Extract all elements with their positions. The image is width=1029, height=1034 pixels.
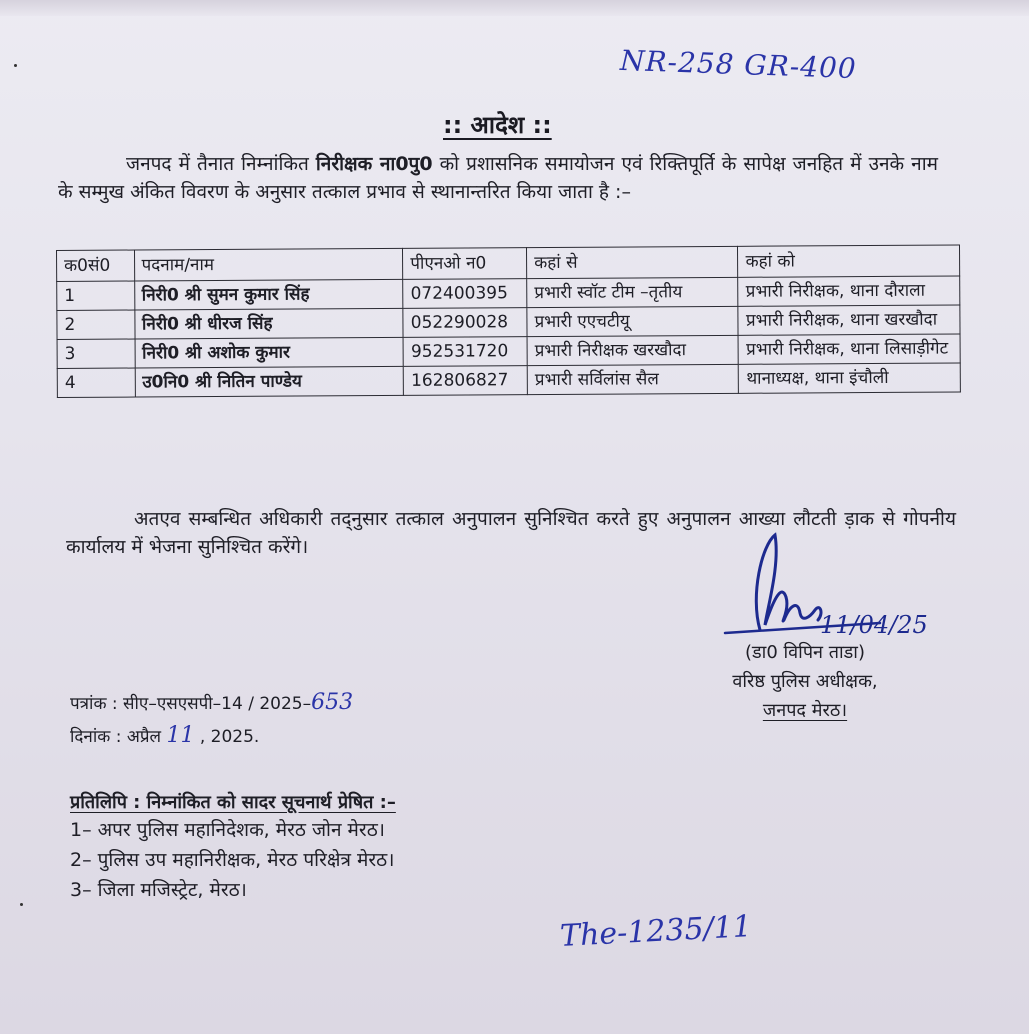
signatory-name: (डा0 विपिन ताडा) <box>745 642 865 663</box>
list-item: 3– जिला मजिस्ट्रेट, मेरठ। <box>70 879 247 901</box>
cell-pno: 162806827 <box>403 366 527 396</box>
header-name: पदनाम/नाम <box>134 248 403 281</box>
speck <box>14 64 17 67</box>
intro-paragraph <box>58 150 938 206</box>
intro-part-1: जनपद में तैनात निम्नांकित <box>126 153 316 175</box>
cell-to: प्रभारी निरीक्षक, थाना दौराला <box>738 276 960 306</box>
cell-from: प्रभारी सर्विलांस सैल <box>527 364 739 394</box>
signatory-district: जनपद मेरठ। <box>762 700 848 721</box>
cell-sno: 3 <box>57 339 135 368</box>
closing-text: अतएव सम्बन्धित अधिकारी तद्नुसार तत्काल अनुपालन सुनिश्चित करते हुए अनुपालन आख्या लौटती ड़ाक से गोपनीय कार्यालय में भेजना सुनिश्चित करेंगे। <box>66 508 956 558</box>
cell-name: उ0नि0 श्री नितिन पाण्डेय <box>135 366 404 397</box>
table-row <box>57 363 960 398</box>
letter-date-year: , 2025. <box>194 727 260 747</box>
handwritten-reference: NR-258 GR-400 <box>619 43 858 86</box>
signatory-designation: वरिष्ठ पुलिस अधीक्षक, <box>732 671 878 692</box>
letter-number-label: पत्रांक : सीए–एसएसपी–14 / 2025– <box>70 694 312 714</box>
cell-pno: 072400395 <box>403 279 527 309</box>
cell-pno: 052290028 <box>403 308 527 338</box>
header-to: कहां को <box>738 245 960 277</box>
header-pno: पीएनओ न0 <box>403 248 527 280</box>
list-item: 1– अपर पुलिस महानिदेशक, मेरठ जोन मेरठ। <box>70 819 385 841</box>
letter-date-handwritten: 11 <box>166 723 195 748</box>
cell-from: प्रभारी निरीक्षक खरखौदा <box>527 335 739 365</box>
signature-date: 11/04/25 <box>820 611 928 639</box>
header-from: कहां से <box>527 246 739 278</box>
letter-date <box>70 723 259 748</box>
page-top-edge <box>0 0 1029 16</box>
cell-pno: 952531720 <box>403 337 527 367</box>
signatory-block <box>695 638 915 725</box>
cell-sno: 2 <box>57 310 135 339</box>
intro-part-2: को प्रशासनिक समायोजन एवं रिक्तिपूर्ति के सापेक्ष जनहित में उनके नाम के सम्मुख अंकित विवरण के अनुसार तत्काल प्रभाव से स्थानान्तरित किया जाता है :– <box>58 153 938 203</box>
letter-date-label: दिनांक : अप्रैल <box>70 727 167 747</box>
letter-number <box>70 690 353 715</box>
cell-to: प्रभारी निरीक्षक, थाना लिसाड़ीगेट <box>739 334 961 364</box>
cell-from: प्रभारी एएचटीयू <box>527 306 739 336</box>
copy-to-heading: प्रतिलिपि : निम्नांकित को सादर सूचनार्थ प्रेषित :– <box>70 792 396 813</box>
cell-to: प्रभारी निरीक्षक, थाना खरखौदा <box>738 305 960 335</box>
transfer-table <box>56 244 961 398</box>
list-item: 2– पुलिस उप महानिरीक्षक, मेरठ परिक्षेत्र मेरठ। <box>70 849 395 871</box>
header-sno: क0सं0 <box>57 250 135 281</box>
order-title: :: आदेश :: <box>443 111 552 139</box>
cell-sno: 4 <box>57 368 135 397</box>
letter-number-handwritten: 653 <box>311 690 354 715</box>
intro-text <box>58 150 938 206</box>
speck <box>20 903 23 906</box>
handwritten-receipt: The-1235/11 <box>559 909 753 954</box>
copy-to-list <box>70 815 394 905</box>
cell-name: निरी0 श्री धीरज सिंह <box>134 308 403 339</box>
cell-sno: 1 <box>57 281 135 310</box>
cell-to: थानाध्यक्ष, थाना इंचौली <box>739 363 961 393</box>
cell-name: निरी0 श्री अशोक कुमार <box>135 337 404 368</box>
cell-from: प्रभारी स्वॉट टीम –तृतीय <box>527 277 739 307</box>
cell-name: निरी0 श्री सुमन कुमार सिंह <box>134 279 403 310</box>
intro-bold-rank: निरीक्षक ना0पु0 <box>315 153 433 175</box>
